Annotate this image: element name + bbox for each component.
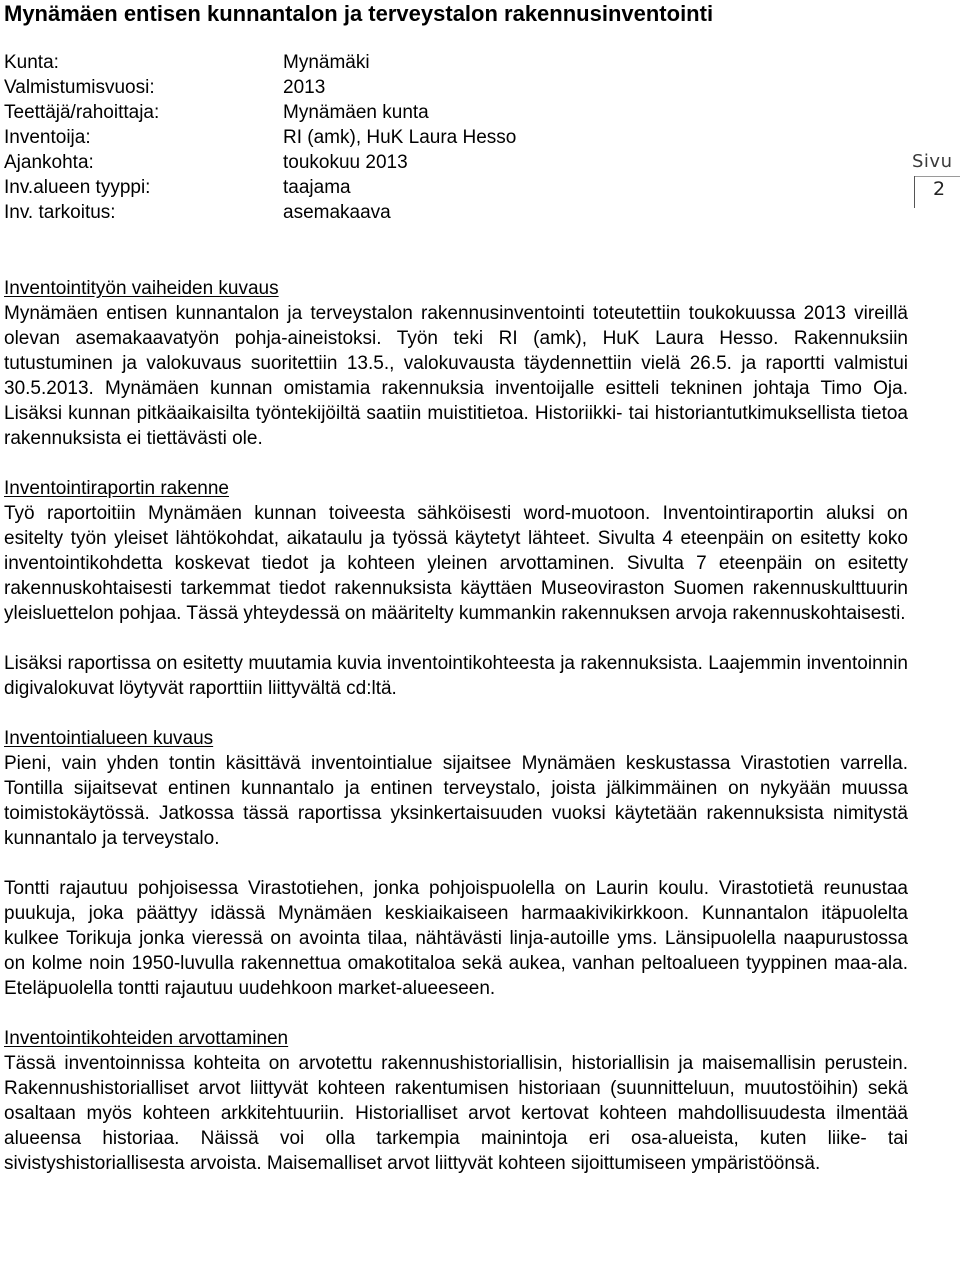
metadata-label: Inventoija: [4, 127, 91, 148]
metadata-label: Inv.alueen tyyppi: [4, 177, 151, 198]
metadata-label: Kunta: [4, 52, 59, 73]
section-paragraph: Tontti rajautuu pohjoisessa Virastotiehen, jonka pohjoispuolella on Laurin koulu. Virastotietä reunustaa puukuja, joka päättyy idässä Mynämäen keskiaikaiseen harmaakivikirkkoon. Kunnantalon itäpuolelta kulkee Torikuja jonka vieressä on avointa tilaa, nähtävästi linja-autoille yms. Länsipuolella naapurustossa on kolme noin 1950-luvulla rakennettua omakotitaloa sekä aukea, vanhan peltoalueen tyyppinen maa-ala. Eteläpuolella tontti rajautuu uudehkoon market-alueeseen. [4, 878, 908, 999]
section-paragraph: Tässä inventoinnissa kohteita on arvotettu rakennushistoriallisin, historiallisin ja maisemallisin perustein. Rakennushistorialliset arvot liittyvät kohteen rakentumisen historiaan (suunnitteluun, muutostöihin) sekä osaltaan myös kohteen arkkitehtuuriin. Historialliset arvot kertovat kohteen mahdollisuudesta ilmentää alueensa historiaa. Näissä voi olla tarkempia mainintoja eri osa-alueista, kuten liike- tai sivistyshistoriallisesta arvoista. Maisemalliset arvot liittyvät kohteen sijoittumiseen ympäristöönsä. [4, 1053, 908, 1174]
paragraph-gap [4, 851, 908, 876]
metadata-label: Teettäjä/rahoittaja: [4, 102, 160, 123]
page-badge-bar [914, 176, 915, 208]
document-title: Mynämäen entisen kunnantalon ja terveystalon rakennusinventointi [4, 1, 714, 26]
metadata-value: Mynämäen kunta [283, 102, 429, 123]
metadata-label: Valmistumisvuosi: [4, 77, 155, 98]
section-heading: Inventointialueen kuvaus [4, 728, 214, 749]
paragraph-gap [4, 626, 908, 651]
section-paragraph: Lisäksi raportissa on esitetty muutamia kuvia inventointikohteesta ja rakennuksista. Laajemmin inventoinnin digivalokuvat löytyvät raporttiin liittyvältä cd:ltä. [4, 653, 908, 699]
metadata-value: RI (amk), HuK Laura Hesso [283, 127, 517, 148]
section-area-description [4, 726, 908, 1001]
page-label: Sivu [912, 151, 953, 172]
metadata-value: taajama [283, 177, 351, 198]
metadata-value: 2013 [283, 77, 326, 98]
section-paragraph: Mynämäen entisen kunnantalon ja terveystalon rakennusinventointi toteutettiin toukokuussa 2013 vireillä olevan asemakaavatyön pohja-aineistoksi. Työn teki RI (amk), HuK Laura Hesso. Rakennuksiin tutustuminen ja valokuvaus suoritettiin 13.5., valokuvausta täydennettiin vielä 26.5. ja raportti valmistui 30.5.2013. Mynämäen kunnan omistamia rakennuksia inventoijalle esitteli tekninen johtaja Timo Oja. Lisäksi kunnan pitkäaikaisilta työntekijöiltä saatiin muistitietoa. Historiikki- tai historiantutkimuksellista tietoa rakennuksista ei tiettävästi ole. [4, 303, 908, 449]
page-number: 2 [933, 178, 946, 200]
section-paragraph: Työ raportoitiin Mynämäen kunnan toiveesta sähköisesti word-muotoon. Inventointiraportin aluksi on esitelty työn yleiset lähtökohdat, aikataulu ja työssä käytetyt lähteet. Sivulta 4 eteenpäin on esitetty koko inventointikohdetta koskevat tiedot ja kohteen yleinen arvottaminen. Sivulta 7 eteenpäin on esitetty rakennuskohtaisesti tarkemmat tiedot rakennuksista käyttäen Museoviraston Suomen rakennuskulttuurin yleisluettelon pohjaa. Tässä yhteydessä on määritelty kummankin rakennuksen arvoja rakennuskohtaisesti. [4, 503, 908, 624]
metadata-value: toukokuu 2013 [283, 152, 408, 173]
metadata-value: asemakaava [283, 202, 391, 223]
metadata-label: Inv. tarkoitus: [4, 202, 116, 223]
section-report-structure [4, 476, 908, 701]
section-heading: Inventointiraportin rakenne [4, 478, 229, 499]
section-work-phases [4, 276, 908, 451]
metadata-value: Mynämäki [283, 52, 370, 73]
metadata-label: Ajankohta: [4, 152, 94, 173]
document-body [4, 276, 908, 1201]
section-paragraph: Pieni, vain yhden tontin käsittävä inventointialue sijaitsee Mynämäen keskustassa Virastotien varrella. Tontilla sijaitsevat entinen kunnantalo ja entinen terveystalo, joista jälkimmäinen on nykyään muussa toimistokäytössä. Jatkossa tässä raportissa yksinkertaisuuden vuoksi käytetään rakennuksista nimitystä kunnantalo ja terveystalo. [4, 753, 908, 849]
section-heading: Inventointikohteiden arvottaminen [4, 1028, 289, 1049]
section-valuation [4, 1026, 908, 1176]
page-number-badge [900, 148, 960, 208]
section-heading: Inventointityön vaiheiden kuvaus [4, 278, 279, 299]
